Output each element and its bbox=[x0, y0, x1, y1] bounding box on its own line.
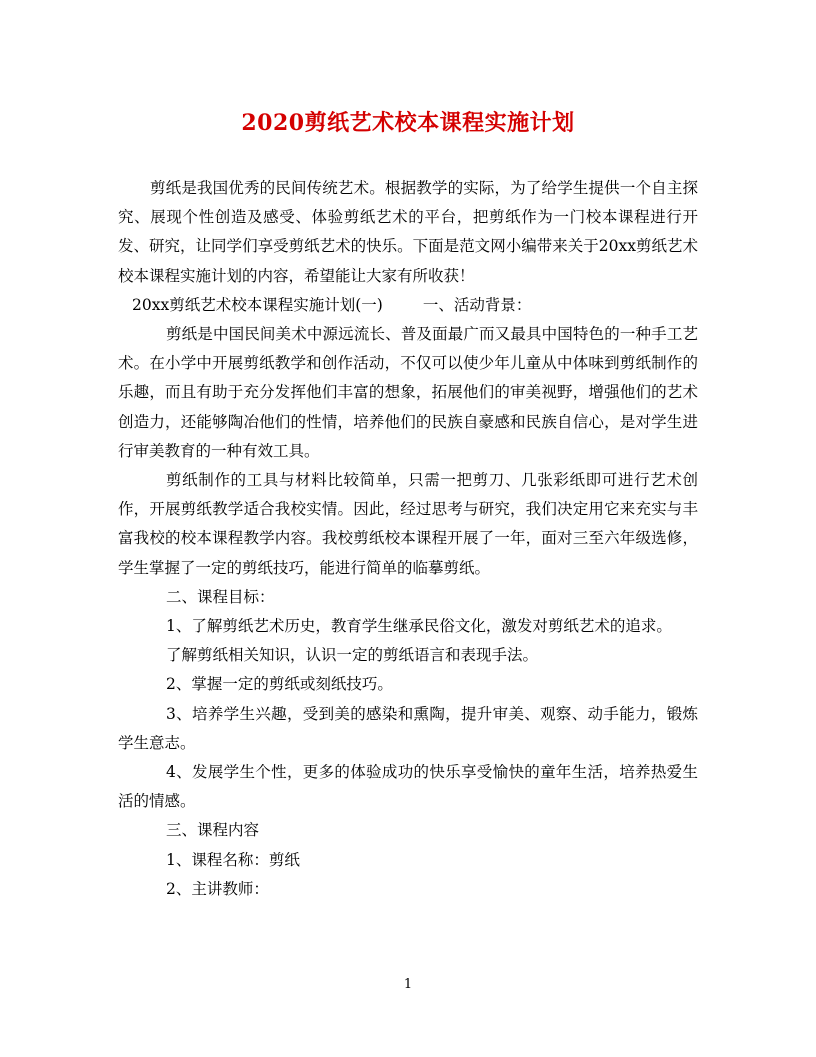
section-3-heading: 三、课程内容 bbox=[166, 821, 260, 840]
content-item-1: 1、课程名称：剪纸 bbox=[166, 850, 300, 869]
page-number: 1 bbox=[403, 977, 413, 992]
section-2-heading: 二、课程目标： bbox=[166, 587, 275, 606]
plan-heading-line bbox=[118, 291, 698, 320]
plan-heading: 20xx剪纸艺术校本课程实施计划(一) bbox=[132, 295, 383, 314]
goal-4: 4、发展学生个性，更多的体验成功的快乐享受愉快的童年生活，培养热爱生活的情感。 bbox=[118, 763, 698, 811]
intro-paragraph: 剪纸是我国优秀的民间传统艺术。根据教学的实际，为了给学生提供一个自主探究、展现个性创造及感受、体验剪纸艺术的平台，把剪纸作为一门校本课程进行开发、研究，让同学们享受剪纸艺术的快乐。下面是范文网小编带来关于20xx剪纸艺术校本课程实施计划的内容，希望能让大家有所收获！ bbox=[118, 179, 698, 285]
background-paragraph-1: 剪纸是中国民间美术中源远流长、普及面最广而又最具中国特色的一种手工艺术。在小学中开展剪纸教学和创作活动，不仅可以使少年儿童从中体味到剪纸制作的乐趣，而且有助于充分发挥他们丰富的想象，拓展他们的审美视野，增强他们的艺术创造力，还能够陶冶他们的性情，培养他们的民族自豪感和民族自信心，是对学生进行审美教育的一种有效工具。 bbox=[118, 325, 698, 460]
goal-1: 1、了解剪纸艺术历史，教育学生继承民俗文化，激发对剪纸艺术的追求。 bbox=[166, 617, 672, 636]
document-body bbox=[118, 174, 698, 904]
background-paragraph-2: 剪纸制作的工具与材料比较简单，只需一把剪刀、几张彩纸即可进行艺术创作，开展剪纸教学适合我校实情。因此，经过思考与研究，我们决定用它来充实与丰富我校的校本课程教学内容。我校剪纸校本课程开展了一年，面对三至六年级选修，学生掌握了一定的剪纸技巧，能进行简单的临摹剪纸。 bbox=[118, 471, 698, 577]
document-title: 2020剪纸艺术校本课程实施计划 bbox=[241, 110, 575, 136]
goal-1-detail: 了解剪纸相关知识，认识一定的剪纸语言和表现手法。 bbox=[166, 646, 539, 665]
section-1-heading: 一、活动背景： bbox=[422, 295, 532, 314]
goal-2: 2、掌握一定的剪纸或刻纸技巧。 bbox=[166, 675, 393, 694]
content-item-2: 2、主讲教师： bbox=[166, 879, 269, 898]
goal-3: 3、培养学生兴趣，受到美的感染和熏陶，提升审美、观察、动手能力，锻炼学生意志。 bbox=[118, 704, 698, 752]
